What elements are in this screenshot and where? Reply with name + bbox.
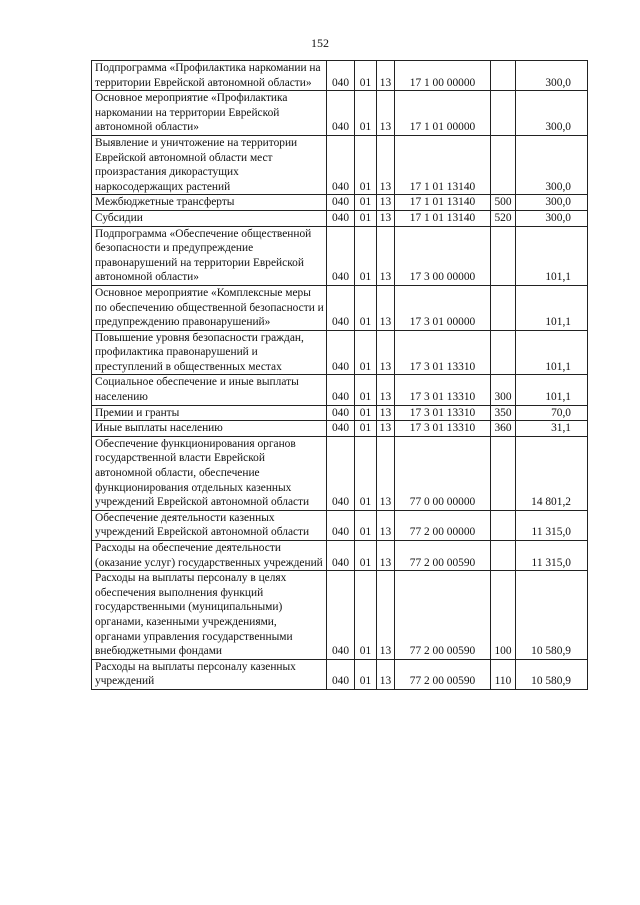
row-expense-type [491,541,516,571]
table-row [92,210,588,226]
table-row [92,330,588,375]
row-grbs-code: 040 [327,436,355,510]
row-grbs-code: 040 [327,541,355,571]
row-target-article: 77 2 00 00590 [395,659,491,689]
row-target-article: 17 1 01 13140 [395,195,491,211]
row-section-code: 01 [355,510,377,540]
row-subsection-code: 13 [377,436,395,510]
row-description: Обеспечение функционирования органов государственной власти Еврейской автономной области, обеспечение функционирования отдельных казенных учреждений Еврейской автономной области [92,436,327,510]
row-section-code: 01 [355,571,377,660]
row-target-article: 17 1 01 13140 [395,135,491,194]
table-row [92,285,588,330]
row-grbs-code: 040 [327,330,355,375]
row-target-article: 17 3 01 13310 [395,405,491,421]
row-description: Расходы на выплаты персоналу казенных учреждений [92,659,327,689]
table-row [92,135,588,194]
row-section-code: 01 [355,421,377,437]
row-amount: 101,1 [516,330,588,375]
row-grbs-code: 040 [327,375,355,405]
row-amount: 300,0 [516,135,588,194]
row-description: Субсидии [92,210,327,226]
row-target-article: 17 1 01 00000 [395,91,491,136]
row-subsection-code: 13 [377,571,395,660]
row-expense-type [491,135,516,194]
row-target-article: 17 1 01 13140 [395,210,491,226]
row-expense-type [491,285,516,330]
row-subsection-code: 13 [377,135,395,194]
table-row [92,91,588,136]
row-subsection-code: 13 [377,226,395,285]
row-grbs-code: 040 [327,210,355,226]
row-description: Выявление и уничтожение на территории Еврейской автономной области мест произрастания дикорастущих наркосодержащих растений [92,135,327,194]
row-description: Расходы на выплаты персоналу в целях обеспечения выполнения функций государственными (муниципальными) органами, казенными учреждениями, органами управления государственными внебюджетными фондами [92,571,327,660]
row-description: Иные выплаты населению [92,421,327,437]
row-grbs-code: 040 [327,195,355,211]
row-amount: 11 315,0 [516,541,588,571]
row-section-code: 01 [355,91,377,136]
row-target-article: 77 2 00 00000 [395,510,491,540]
row-target-article: 77 0 00 00000 [395,436,491,510]
row-subsection-code: 13 [377,91,395,136]
table-row [92,510,588,540]
row-subsection-code: 13 [377,330,395,375]
row-target-article: 77 2 00 00590 [395,541,491,571]
row-subsection-code: 13 [377,405,395,421]
table-row [92,436,588,510]
row-description: Повышение уровня безопасности граждан, профилактика правонарушений и преступлений в общественных местах [92,330,327,375]
row-amount: 101,1 [516,375,588,405]
row-description: Премии и гранты [92,405,327,421]
row-subsection-code: 13 [377,285,395,330]
row-grbs-code: 040 [327,421,355,437]
row-expense-type: 110 [491,659,516,689]
budget-table [91,60,588,690]
row-amount: 300,0 [516,210,588,226]
row-section-code: 01 [355,405,377,421]
row-expense-type [491,226,516,285]
row-section-code: 01 [355,195,377,211]
row-amount: 11 315,0 [516,510,588,540]
row-target-article: 17 3 01 13310 [395,330,491,375]
row-grbs-code: 040 [327,405,355,421]
row-grbs-code: 040 [327,510,355,540]
row-section-code: 01 [355,330,377,375]
row-subsection-code: 13 [377,375,395,405]
table-row [92,195,588,211]
row-expense-type: 520 [491,210,516,226]
row-expense-type [491,61,516,91]
row-grbs-code: 040 [327,91,355,136]
row-expense-type: 350 [491,405,516,421]
row-description: Межбюджетные трансферты [92,195,327,211]
row-amount: 300,0 [516,61,588,91]
row-grbs-code: 040 [327,659,355,689]
row-grbs-code: 040 [327,135,355,194]
row-description: Подпрограмма «Обеспечение общественной безопасности и предупреждение правонарушений на территории Еврейской автономной области» [92,226,327,285]
row-subsection-code: 13 [377,541,395,571]
row-subsection-code: 13 [377,421,395,437]
row-expense-type [491,510,516,540]
page-number: 152 [311,36,329,50]
row-grbs-code: 040 [327,61,355,91]
row-section-code: 01 [355,541,377,571]
row-target-article: 17 1 00 00000 [395,61,491,91]
row-description: Социальное обеспечение и иные выплаты населению [92,375,327,405]
row-subsection-code: 13 [377,195,395,211]
row-subsection-code: 13 [377,210,395,226]
row-section-code: 01 [355,659,377,689]
row-expense-type: 100 [491,571,516,660]
row-subsection-code: 13 [377,510,395,540]
row-expense-type [491,91,516,136]
row-grbs-code: 040 [327,285,355,330]
table-row [92,571,588,660]
row-section-code: 01 [355,436,377,510]
row-grbs-code: 040 [327,571,355,660]
row-grbs-code: 040 [327,226,355,285]
row-section-code: 01 [355,210,377,226]
table-row [92,61,588,91]
row-target-article: 17 3 01 13310 [395,421,491,437]
row-expense-type: 360 [491,421,516,437]
row-section-code: 01 [355,61,377,91]
row-section-code: 01 [355,285,377,330]
row-section-code: 01 [355,135,377,194]
row-target-article: 17 3 01 00000 [395,285,491,330]
row-description: Расходы на обеспечение деятельности (оказание услуг) государственных учреждений [92,541,327,571]
row-target-article: 17 3 00 00000 [395,226,491,285]
table-row [92,375,588,405]
table-row [92,421,588,437]
table-row [92,226,588,285]
row-target-article: 77 2 00 00590 [395,571,491,660]
row-amount: 101,1 [516,226,588,285]
row-section-code: 01 [355,226,377,285]
table-row [92,405,588,421]
row-amount: 31,1 [516,421,588,437]
row-description: Основное мероприятие «Профилактика наркомании на территории Еврейской автономной области» [92,91,327,136]
table-row [92,541,588,571]
row-amount: 10 580,9 [516,571,588,660]
row-amount: 10 580,9 [516,659,588,689]
row-amount: 14 801,2 [516,436,588,510]
row-expense-type [491,330,516,375]
row-amount: 300,0 [516,195,588,211]
row-expense-type: 300 [491,375,516,405]
row-target-article: 17 3 01 13310 [395,375,491,405]
row-amount: 70,0 [516,405,588,421]
row-description: Основное мероприятие «Комплексные меры по обеспечению общественной безопасности и предупреждению правонарушений» [92,285,327,330]
row-section-code: 01 [355,375,377,405]
row-description: Подпрограмма «Профилактика наркомании на территории Еврейской автономной области» [92,61,327,91]
table-row [92,659,588,689]
row-expense-type: 500 [491,195,516,211]
row-subsection-code: 13 [377,61,395,91]
row-subsection-code: 13 [377,659,395,689]
row-amount: 300,0 [516,91,588,136]
row-description: Обеспечение деятельности казенных учреждений Еврейской автономной области [92,510,327,540]
row-expense-type [491,436,516,510]
row-amount: 101,1 [516,285,588,330]
